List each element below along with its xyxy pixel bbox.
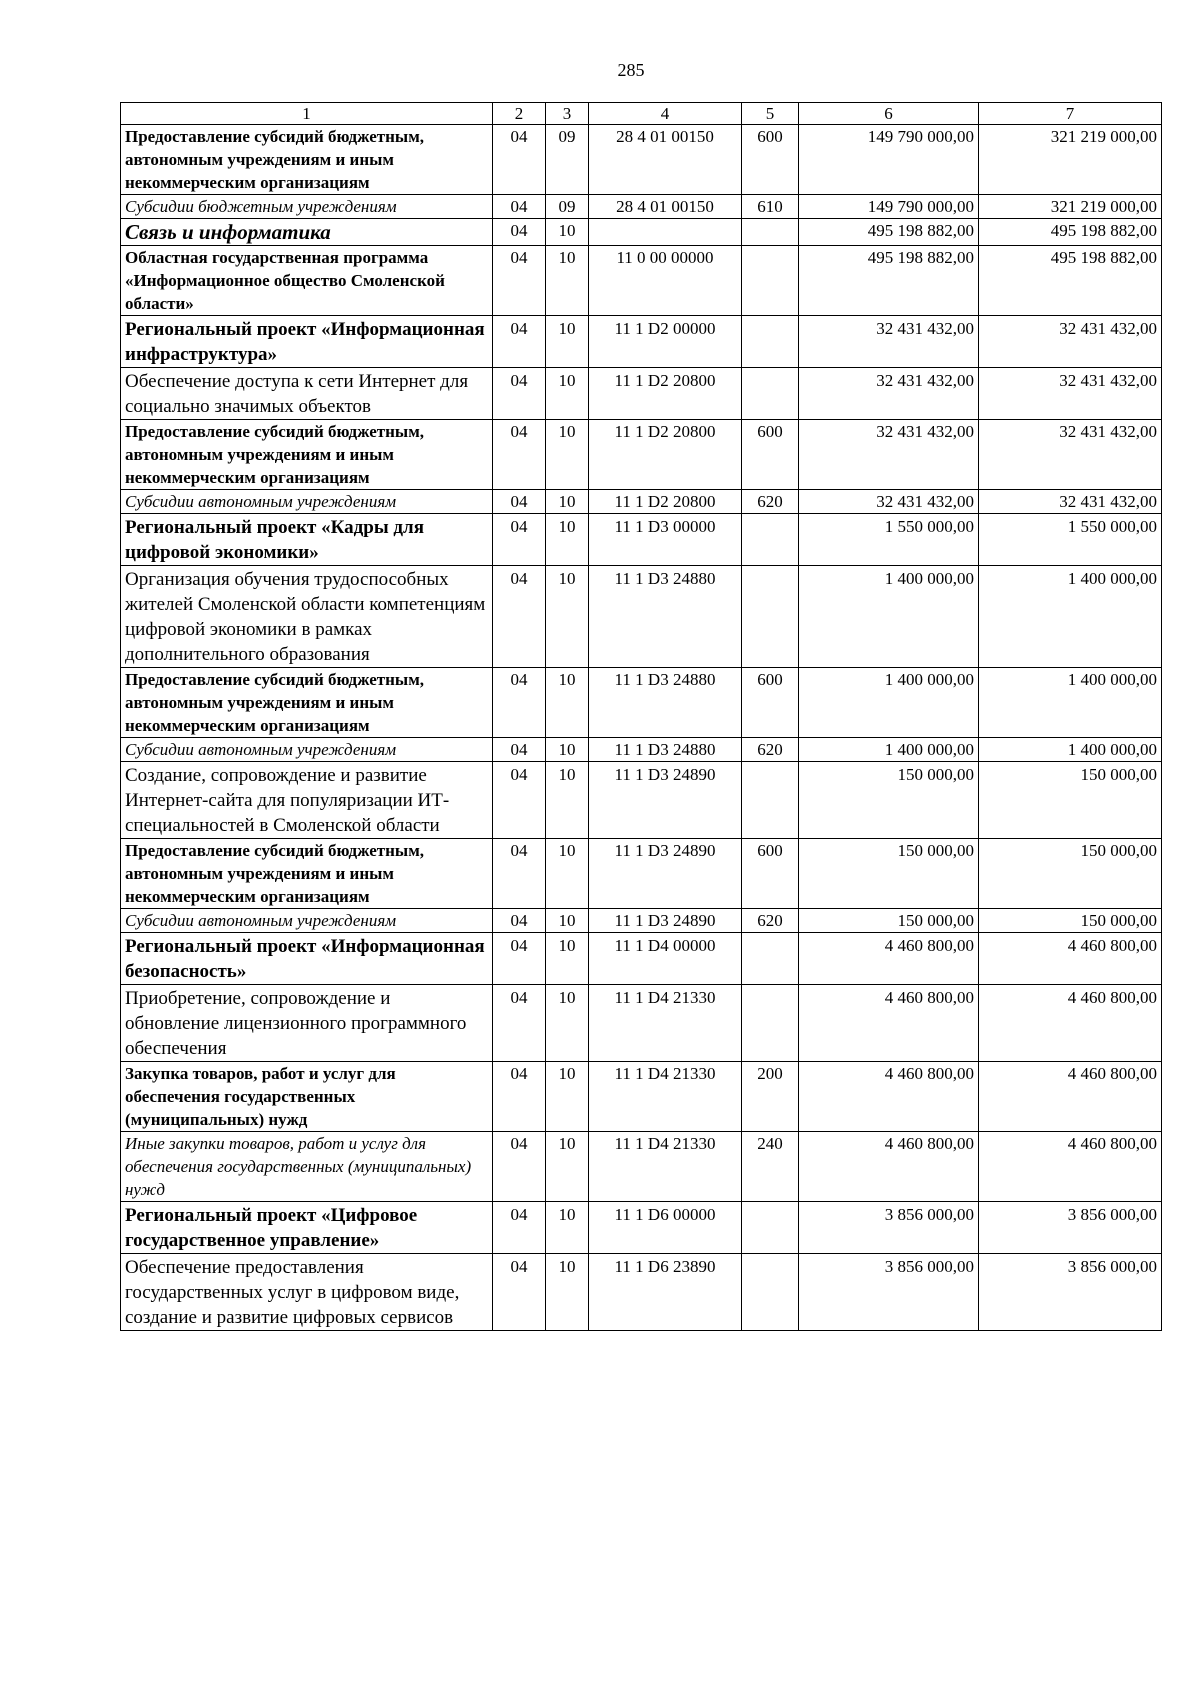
- table-row: [121, 316, 1162, 368]
- expense-type-code: 620: [742, 738, 799, 762]
- column-header: 3: [546, 103, 589, 125]
- target-article-code: 11 1 D3 24890: [589, 762, 742, 839]
- target-article-code: 11 1 D3 24880: [589, 668, 742, 738]
- section-code: 04: [493, 762, 546, 839]
- section-code: 04: [493, 195, 546, 219]
- amount-year-1: 495 198 882,00: [799, 246, 979, 316]
- row-name: Субсидии автономным учреждениям: [121, 909, 493, 933]
- expense-type-code: [742, 1254, 799, 1331]
- expense-type-code: [742, 368, 799, 420]
- amount-year-1: 4 460 800,00: [799, 933, 979, 985]
- expense-type-code: 240: [742, 1132, 799, 1202]
- expense-type-code: 620: [742, 490, 799, 514]
- expense-type-code: 600: [742, 125, 799, 195]
- expense-type-code: [742, 316, 799, 368]
- target-article-code: 11 1 D6 23890: [589, 1254, 742, 1331]
- subsection-code: 10: [546, 762, 589, 839]
- section-code: 04: [493, 738, 546, 762]
- section-code: 04: [493, 490, 546, 514]
- section-code: 04: [493, 125, 546, 195]
- table-row: [121, 368, 1162, 420]
- target-article-code: 11 1 D4 21330: [589, 1132, 742, 1202]
- row-name: Обеспечение предоставления государственных услуг в цифровом виде, создание и развитие цифровых сервисов: [121, 1254, 493, 1331]
- subsection-code: 10: [546, 1062, 589, 1132]
- section-code: 04: [493, 668, 546, 738]
- row-name: Организация обучения трудоспособных жителей Смоленской области компетенциям цифровой экономики в рамках дополнительного образования: [121, 566, 493, 668]
- table-row: [121, 1132, 1162, 1202]
- amount-year-2: 1 400 000,00: [979, 738, 1162, 762]
- column-header: 1: [121, 103, 493, 125]
- column-header: 4: [589, 103, 742, 125]
- amount-year-1: 1 550 000,00: [799, 514, 979, 566]
- expense-type-code: 620: [742, 909, 799, 933]
- amount-year-2: 1 550 000,00: [979, 514, 1162, 566]
- amount-year-1: 4 460 800,00: [799, 985, 979, 1062]
- subsection-code: 10: [546, 316, 589, 368]
- section-code: 04: [493, 1062, 546, 1132]
- amount-year-2: 495 198 882,00: [979, 219, 1162, 246]
- table-row: [121, 246, 1162, 316]
- target-article-code: 11 0 00 00000: [589, 246, 742, 316]
- table-row: [121, 490, 1162, 514]
- column-header: 2: [493, 103, 546, 125]
- expense-type-code: [742, 566, 799, 668]
- amount-year-1: 32 431 432,00: [799, 420, 979, 490]
- amount-year-1: 1 400 000,00: [799, 566, 979, 668]
- target-article-code: 28 4 01 00150: [589, 195, 742, 219]
- row-name: Закупка товаров, работ и услуг для обеспечения государственных (муниципальных) нужд: [121, 1062, 493, 1132]
- header-row: [121, 103, 1162, 125]
- section-code: 04: [493, 368, 546, 420]
- amount-year-1: 3 856 000,00: [799, 1254, 979, 1331]
- table-row: [121, 566, 1162, 668]
- target-article-code: 11 1 D4 21330: [589, 1062, 742, 1132]
- table-row: [121, 668, 1162, 738]
- subsection-code: 10: [546, 1132, 589, 1202]
- amount-year-1: 150 000,00: [799, 839, 979, 909]
- target-article-code: 11 1 D4 00000: [589, 933, 742, 985]
- amount-year-2: 32 431 432,00: [979, 368, 1162, 420]
- row-name: Региональный проект «Кадры для цифровой экономики»: [121, 514, 493, 566]
- subsection-code: 10: [546, 933, 589, 985]
- expense-type-code: 600: [742, 668, 799, 738]
- target-article-code: 11 1 D2 20800: [589, 420, 742, 490]
- amount-year-2: 1 400 000,00: [979, 566, 1162, 668]
- section-code: 04: [493, 566, 546, 668]
- subsection-code: 10: [546, 246, 589, 316]
- amount-year-1: 150 000,00: [799, 762, 979, 839]
- target-article-code: 11 1 D3 24890: [589, 909, 742, 933]
- table-header: [121, 103, 1162, 125]
- amount-year-1: 32 431 432,00: [799, 368, 979, 420]
- amount-year-2: 1 400 000,00: [979, 668, 1162, 738]
- section-code: 04: [493, 1132, 546, 1202]
- section-code: 04: [493, 246, 546, 316]
- amount-year-1: 4 460 800,00: [799, 1062, 979, 1132]
- subsection-code: 10: [546, 1202, 589, 1254]
- target-article-code: 11 1 D3 00000: [589, 514, 742, 566]
- table-row: [121, 125, 1162, 195]
- budget-table: [120, 102, 1162, 1331]
- section-code: 04: [493, 514, 546, 566]
- table-body: [121, 125, 1162, 1331]
- row-name: Субсидии автономным учреждениям: [121, 490, 493, 514]
- amount-year-1: 149 790 000,00: [799, 195, 979, 219]
- section-code: 04: [493, 1254, 546, 1331]
- section-code: 04: [493, 1202, 546, 1254]
- table-row: [121, 933, 1162, 985]
- target-article-code: 11 1 D3 24890: [589, 839, 742, 909]
- expense-type-code: [742, 219, 799, 246]
- subsection-code: 10: [546, 1254, 589, 1331]
- table-row: [121, 420, 1162, 490]
- amount-year-2: 321 219 000,00: [979, 125, 1162, 195]
- expense-type-code: [742, 985, 799, 1062]
- amount-year-2: 32 431 432,00: [979, 490, 1162, 514]
- section-code: 04: [493, 420, 546, 490]
- expense-type-code: [742, 933, 799, 985]
- row-name: Связь и информатика: [121, 219, 493, 246]
- amount-year-1: 495 198 882,00: [799, 219, 979, 246]
- section-code: 04: [493, 316, 546, 368]
- subsection-code: 10: [546, 490, 589, 514]
- row-name: Областная государственная программа «Информационное общество Смоленской области»: [121, 246, 493, 316]
- subsection-code: 10: [546, 909, 589, 933]
- table-row: [121, 514, 1162, 566]
- table-row: [121, 1254, 1162, 1331]
- amount-year-1: 3 856 000,00: [799, 1202, 979, 1254]
- amount-year-2: 4 460 800,00: [979, 1062, 1162, 1132]
- target-article-code: 11 1 D2 20800: [589, 368, 742, 420]
- section-code: 04: [493, 985, 546, 1062]
- subsection-code: 10: [546, 566, 589, 668]
- row-name: Создание, сопровождение и развитие Интернет-сайта для популяризации ИТ-специальностей в Смоленской области: [121, 762, 493, 839]
- row-name: Региональный проект «Информационная инфраструктура»: [121, 316, 493, 368]
- amount-year-2: 150 000,00: [979, 762, 1162, 839]
- row-name: Региональный проект «Цифровое государственное управление»: [121, 1202, 493, 1254]
- target-article-code: 28 4 01 00150: [589, 125, 742, 195]
- subsection-code: 10: [546, 839, 589, 909]
- expense-type-code: [742, 762, 799, 839]
- amount-year-1: 1 400 000,00: [799, 738, 979, 762]
- target-article-code: 11 1 D2 00000: [589, 316, 742, 368]
- expense-type-code: 600: [742, 420, 799, 490]
- subsection-code: 10: [546, 668, 589, 738]
- target-article-code: 11 1 D4 21330: [589, 985, 742, 1062]
- subsection-code: 10: [546, 368, 589, 420]
- column-header: 5: [742, 103, 799, 125]
- amount-year-2: 150 000,00: [979, 909, 1162, 933]
- column-header: 6: [799, 103, 979, 125]
- row-name: Обеспечение доступа к сети Интернет для социально значимых объектов: [121, 368, 493, 420]
- row-name: Субсидии автономным учреждениям: [121, 738, 493, 762]
- amount-year-2: 32 431 432,00: [979, 420, 1162, 490]
- amount-year-2: 3 856 000,00: [979, 1254, 1162, 1331]
- row-name: Предоставление субсидий бюджетным, автономным учреждениям и иным некоммерческим организациям: [121, 668, 493, 738]
- page-number: 285: [617, 60, 645, 80]
- table-row: [121, 909, 1162, 933]
- amount-year-2: 4 460 800,00: [979, 1132, 1162, 1202]
- expense-type-code: 200: [742, 1062, 799, 1132]
- subsection-code: 10: [546, 738, 589, 762]
- amount-year-1: 1 400 000,00: [799, 668, 979, 738]
- amount-year-2: 32 431 432,00: [979, 316, 1162, 368]
- table-row: [121, 738, 1162, 762]
- subsection-code: 10: [546, 219, 589, 246]
- expense-type-code: [742, 1202, 799, 1254]
- expense-type-code: [742, 514, 799, 566]
- section-code: 04: [493, 933, 546, 985]
- row-name: Региональный проект «Информационная безопасность»: [121, 933, 493, 985]
- table-row: [121, 762, 1162, 839]
- subsection-code: 09: [546, 125, 589, 195]
- subsection-code: 10: [546, 420, 589, 490]
- row-name: Приобретение, сопровождение и обновление лицензионного программного обеспечения: [121, 985, 493, 1062]
- row-name: Иные закупки товаров, работ и услуг для обеспечения государственных (муниципальных) нужд: [121, 1132, 493, 1202]
- row-name: Предоставление субсидий бюджетным, автономным учреждениям и иным некоммерческим организациям: [121, 125, 493, 195]
- section-code: 04: [493, 839, 546, 909]
- table-row: [121, 195, 1162, 219]
- target-article-code: 11 1 D2 20800: [589, 490, 742, 514]
- expense-type-code: 600: [742, 839, 799, 909]
- expense-type-code: 610: [742, 195, 799, 219]
- amount-year-2: 4 460 800,00: [979, 933, 1162, 985]
- subsection-code: 10: [546, 985, 589, 1062]
- table-row: [121, 839, 1162, 909]
- table-row: [121, 985, 1162, 1062]
- amount-year-1: 149 790 000,00: [799, 125, 979, 195]
- amount-year-1: 32 431 432,00: [799, 490, 979, 514]
- expense-type-code: [742, 246, 799, 316]
- row-name: Предоставление субсидий бюджетным, автономным учреждениям и иным некоммерческим организациям: [121, 839, 493, 909]
- section-code: 04: [493, 219, 546, 246]
- amount-year-1: 150 000,00: [799, 909, 979, 933]
- subsection-code: 09: [546, 195, 589, 219]
- table-row: [121, 1062, 1162, 1132]
- amount-year-2: 3 856 000,00: [979, 1202, 1162, 1254]
- section-code: 04: [493, 909, 546, 933]
- amount-year-2: 4 460 800,00: [979, 985, 1162, 1062]
- target-article-code: [589, 219, 742, 246]
- target-article-code: 11 1 D3 24880: [589, 566, 742, 668]
- table-row: [121, 1202, 1162, 1254]
- amount-year-2: 495 198 882,00: [979, 246, 1162, 316]
- amount-year-1: 4 460 800,00: [799, 1132, 979, 1202]
- target-article-code: 11 1 D3 24880: [589, 738, 742, 762]
- amount-year-2: 150 000,00: [979, 839, 1162, 909]
- row-name: Предоставление субсидий бюджетным, автономным учреждениям и иным некоммерческим организациям: [121, 420, 493, 490]
- target-article-code: 11 1 D6 00000: [589, 1202, 742, 1254]
- subsection-code: 10: [546, 514, 589, 566]
- row-name: Субсидии бюджетным учреждениям: [121, 195, 493, 219]
- table-row: [121, 219, 1162, 246]
- amount-year-2: 321 219 000,00: [979, 195, 1162, 219]
- column-header: 7: [979, 103, 1162, 125]
- amount-year-1: 32 431 432,00: [799, 316, 979, 368]
